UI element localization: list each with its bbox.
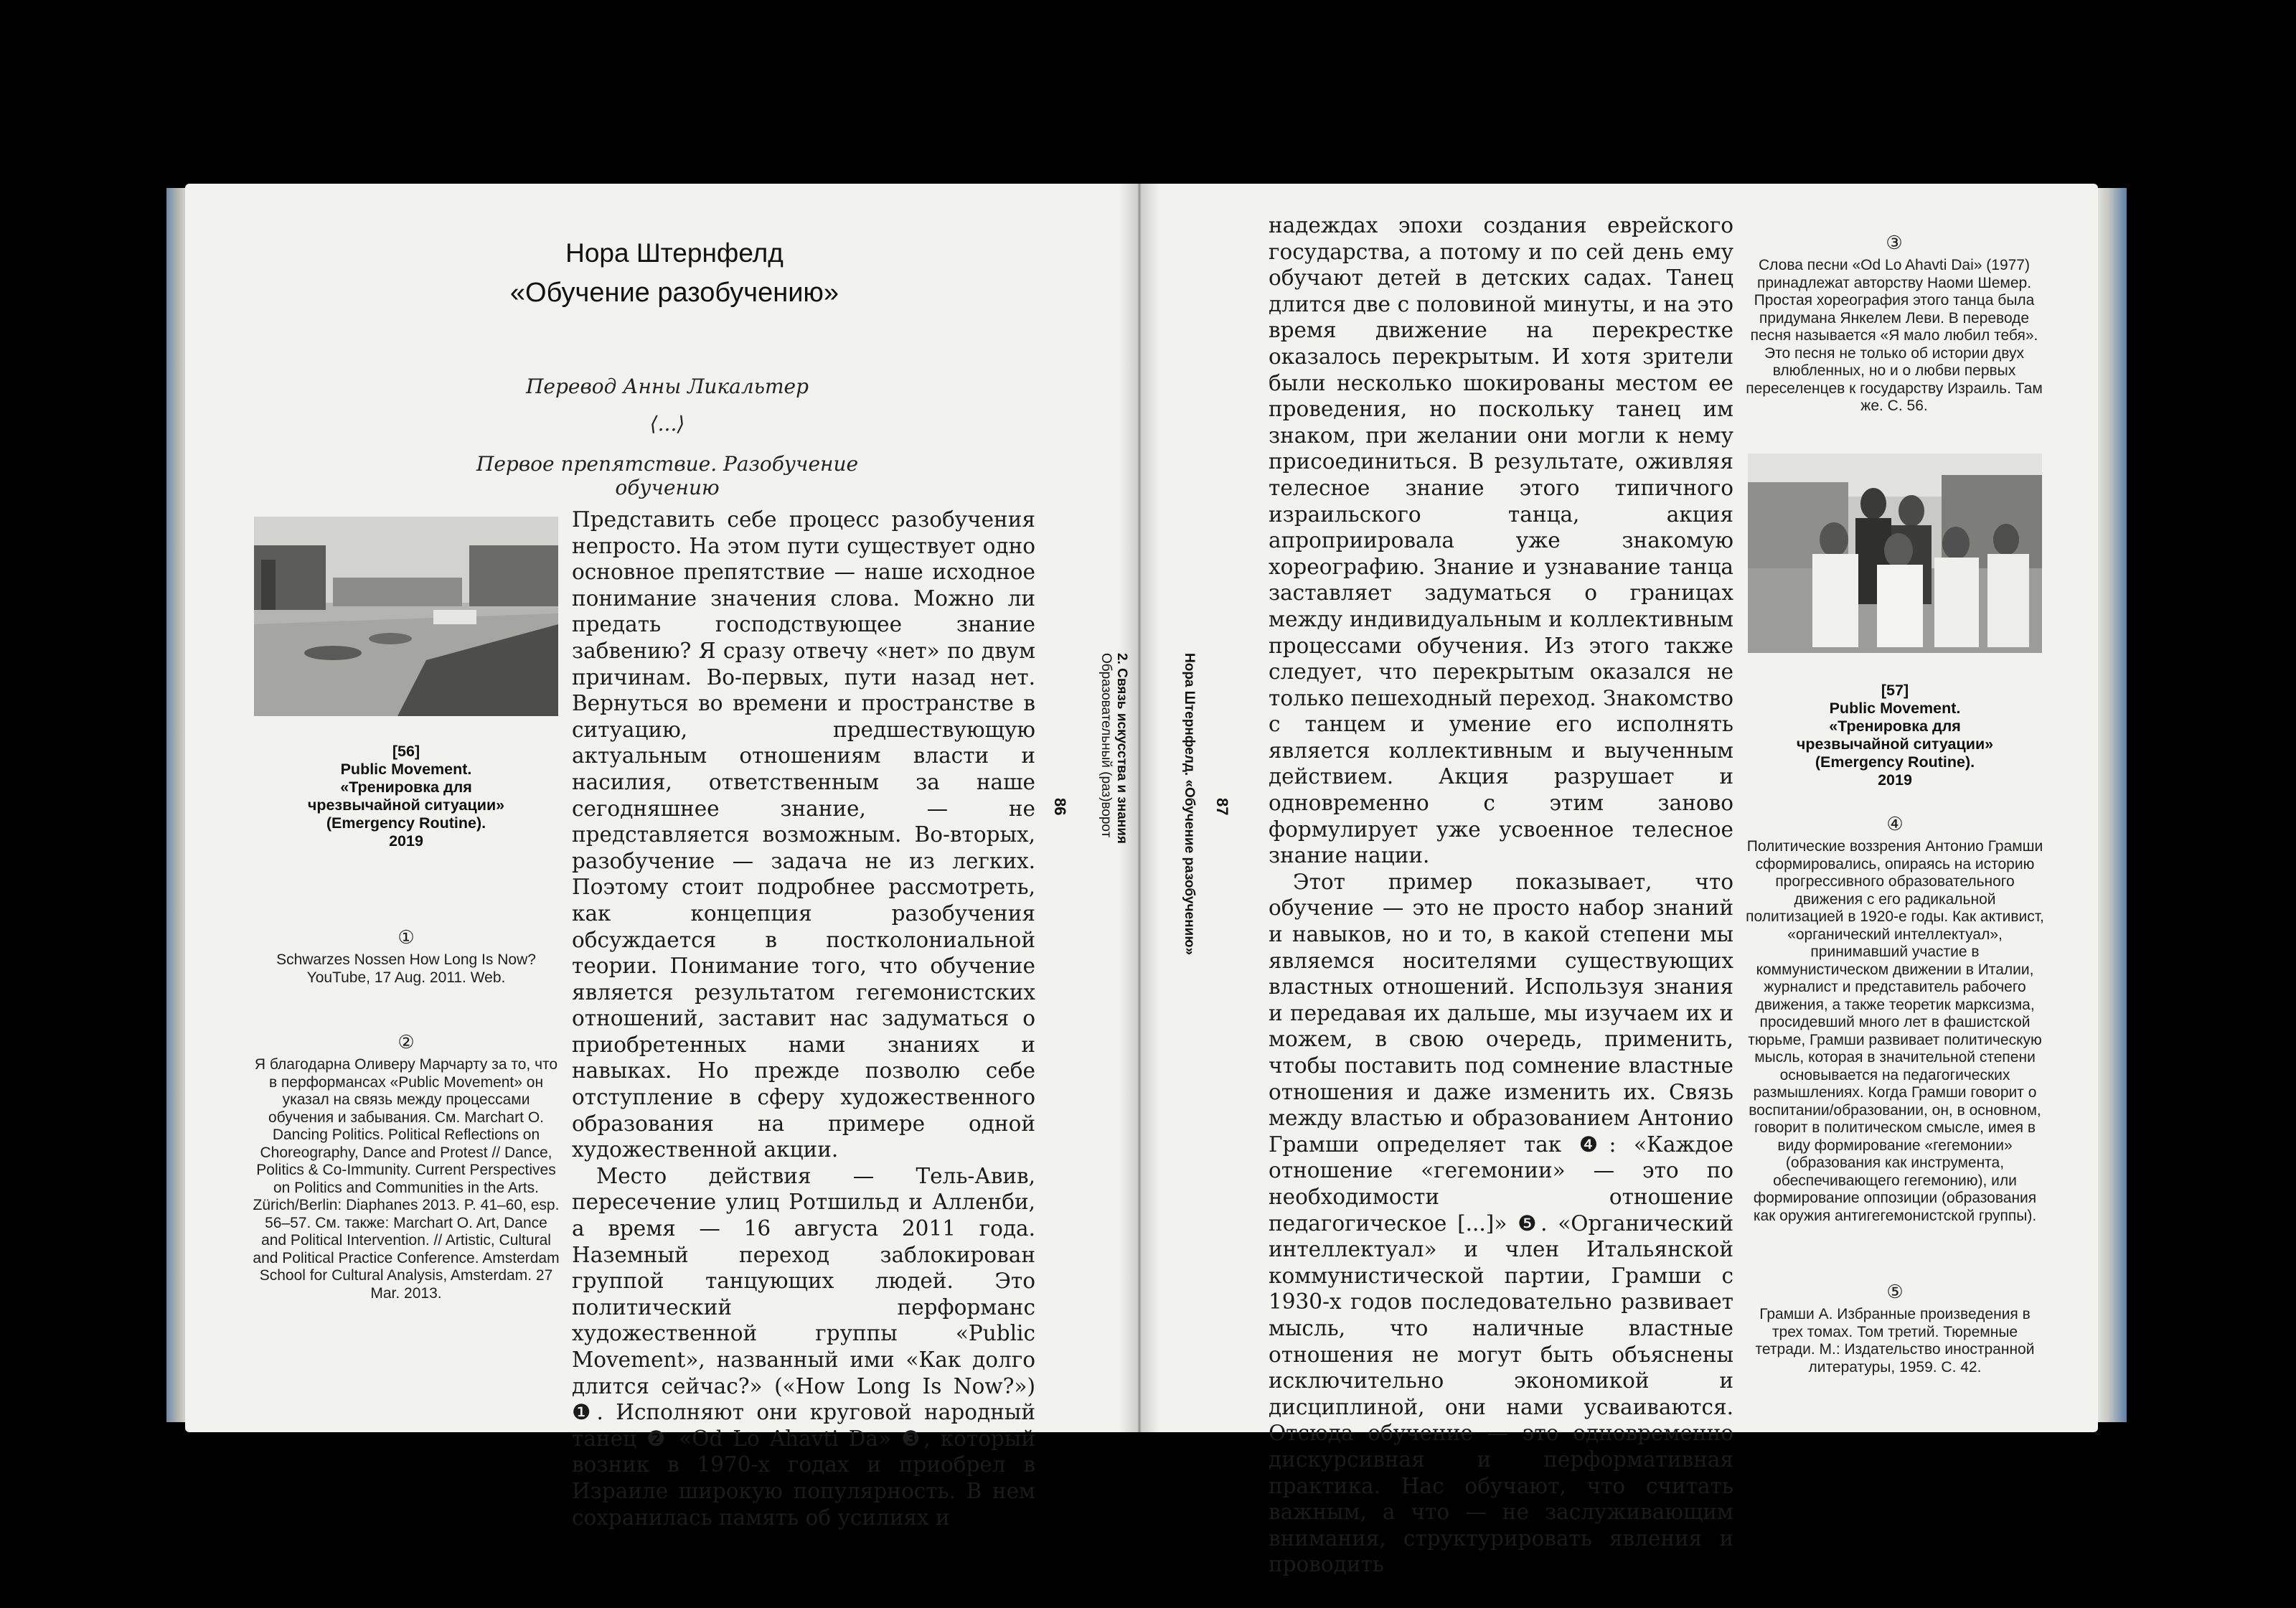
footnote-4-number: ④ — [1886, 813, 1904, 834]
figure-57-line3: чрезвычайной ситуации» — [1796, 735, 1994, 753]
figure-56-line1: Public Movement. — [340, 761, 472, 778]
section-title: Первое препятствие. Разобучение обучению — [476, 452, 859, 499]
author-title: Нора Штернфелд — [565, 238, 784, 268]
footnote-1-number: ① — [397, 926, 415, 948]
footnote-3-number: ③ — [1886, 232, 1903, 253]
figure-56-line3: чрезвычайной ситуации» — [307, 796, 505, 814]
page-number-87: 87 — [1213, 798, 1231, 816]
figure-57-photo — [1748, 453, 2042, 653]
footnote-5 — [1748, 1280, 2042, 1376]
omission-mark: ⟨...⟩ — [649, 412, 685, 436]
footnote-2-number: ② — [397, 1031, 415, 1053]
figure-56-caption — [254, 743, 558, 850]
footnote-2-text: Я благодарна Оливеру Марчарту за то, что в перформансах «Public Movement» он указал на связь между процессами обучения и забывания. См. Marchart O. Dancing Politics. Political Reflections on Choreography, Dance and Protest // Dance, Politics & Co-Immunity. Current Perspectives on Politics and Communities in the Arts. Zürich/Berlin: Diaphanes 2013. P. 41–60, esp. 56–57. См. также: Marchart O. Art, Dance and Political Intervention. // Artistic, Cultural and Political Practice Conference. Amsterdam School for Cultural Analysis, Amsterdam. 27 Mar. 2013. — [253, 1056, 560, 1302]
figure-56-line4: (Emergency Routine). — [326, 814, 486, 832]
footnote-3-text: Слова песни «Od Lo Ahavti Dai» (1977) принадлежат авторству Наоми Шемер. Простая хореография этого танца была придумана Янкелем Леви. В переводе песня называется «Я мало любил тебя». Это песня не только об истории двух влюбленных, но и о любви первых переселенцев к государству Израиль. Там же. С. 56. — [1746, 257, 2043, 414]
footnote-1 — [254, 926, 558, 987]
footnote-5-number: ⑤ — [1886, 1281, 1904, 1302]
figure-57-number: [57] — [1881, 682, 1909, 699]
article-title: «Обучение разобучению» — [509, 278, 839, 308]
book-edge-left — [166, 188, 187, 1422]
footnote-3 — [1744, 231, 2045, 415]
translator-credit: Перевод Анны Ликальтер — [525, 375, 809, 398]
footnote-5-text: Грамши А. Избранные произведения в трех томах. Том третий. Тюремные тетради. М.: Издательство иностранной литературы, 1959. С. 42. — [1755, 1306, 2035, 1376]
right-paragraph-1: надеждах эпохи создания еврейского государства, а потому и по сей день ему обучают детей в детских садах. Танец длится две с половиной минуты, и на это время движение на перекрестке оказалось перекрытым. И хотя зрители были несколько шокированы местом ее проведения, но поскольку танец им знаком, при желании они могли к нему присоединиться. В результате, оживляя телесное знание этого типичного израильского танца, акция апроприировала уже знакомую хореографию. Знание и узнавание танца заставляет задуматься о границах между индивидуальным и коллективным процессами обучения. Из этого также следует, что перекрытым оказался не только пешеходный переход. Знакомство с танцем и умение его исполнять является коллективным и выученным действием. Акция разрушает и одновременно с этим заново формулирует уже усвоенное телесное знание нации. — [1269, 213, 1733, 868]
right-paragraph-2: Этот пример показывает, что обучение — это не просто набор знаний и навыков, но и то, в какой степени мы являемся носителями существующих властных отношений. Используя знания и передавая их дальше, мы изучаем их и можем, в свою очередь, применить, чтобы поставить под сомнение властные отношения и даже изменить их. Связь между властью и образованием Антонио Грамши определяет так ❹: «Каждое отношение «гегемонии» — это по необходимости отношение педагогическое [...]» ❺. «Органический интеллектуал» и член Итальянской коммунистической партии, Грамши с 1930-х годов последовательно развивает мысль, что наличные властные отношения не могут быть объяснены исключительно экономикой и дисциплиной, они нами усваиваются. Отсюда обучение — это одновременно дискурсивная и перформативная практика. Нас обучают, что считать важным, а что — не заслуживающим внимания, структурировать явления и проводить — [1269, 869, 1733, 1577]
figure-56-number: [56] — [392, 743, 420, 760]
right-body-text — [1269, 212, 1733, 1578]
running-head-left — [1098, 653, 1129, 844]
figure-57-caption — [1748, 682, 2042, 789]
footnote-4-text: Политические воззрения Антонио Грамши сформировались, опираясь на историю прогрессивного образовательного движения с его радикальной политизацией в 1920-е годы. Как активист, «органический интеллектуал», принимавший участие в коммунистическом движении в Италии, журналист и представитель рабочего движения, а также теоретик марксизма, просидевший много лет в фашистской тюрьме, Грамши развивает политическую мысль, которая в значительной степени основывается на педагогических размышлениях. Когда Грамши говорит о воспитании/образовании, он, в основном, говорит в политическом смысле, имея в виду формирование «гегемонии» (образования как инструмента, обеспечивающего гегемонию), или формирование оппозиции (образования как оружия антигегемонистской группы). — [1746, 838, 2044, 1224]
footnote-1-text: Schwarzes Nossen How Long Is Now? YouTube, 17 Aug. 2011. Web. — [276, 951, 536, 986]
running-head-right — [1181, 653, 1197, 955]
running-head-author: Нора Штернфелд. «Обучение разобучению» — [1182, 653, 1197, 956]
figure-57-line4: (Emergency Routine). — [1815, 753, 1975, 771]
left-body-text — [572, 507, 1035, 1531]
book-edge-right — [2095, 188, 2127, 1422]
running-head-book: Образовательный (раз)ворот — [1098, 653, 1114, 838]
footnote-4 — [1745, 812, 2045, 1225]
left-paragraph-2: Место действия — Тель-Авив, пересечение улиц Ротшильд и Алленби, а время — 16 августа 2011 года. Наземный переход заблокирован группой танцующих людей. Это политический перформанс художественной группы «Public Movement», названный ими «Как долго длится сейчас?» («How Long Is Now?») ❶. Исполняют они круговой народный танец ❷ «Od Lo Ahavti Da» ❸, который возник в 1970-х годах и приобрел в Израиле широкую популярность. В нем сохранилась память об усилиях и — [572, 1163, 1035, 1530]
figure-57-line2: «Тренировка для — [1829, 718, 1961, 735]
left-paragraph-1: Представить себе процесс разобучения непросто. На этом пути существует одно основное препятствие — наше исходное понимание значения слова. Можно ли предать господствующее знание забвению? Я сразу отвечу «нет» по двум причинам. Во-первых, пути назад нет. Вернуться во времени и пространстве в ситуацию, предшествующую актуальным отношениям власти и насилия, ответственным за наше сегодняшнее знание, — не представляется возможным. Во-вторых, разобучение — задача не из легких. Поэтому стоит подробнее рассмотреть, как концепция разобучения обсуждается в постколониальной теории. Понимание того, что обучение является результатом гегемонистских отношений, заставит нас задуматься о приобретенных нами знаниях и навыках. Но прежде позволю себе отступление в сферу художественного образования на примере одной художественной акции. — [572, 507, 1035, 1162]
figure-56-line2: «Тренировка для — [340, 779, 472, 796]
running-head-section: 2. Связь искусства и знания — [1114, 653, 1129, 845]
figure-57-year: 2019 — [1878, 771, 1912, 789]
figure-56-photo — [254, 517, 558, 716]
figure-57-line1: Public Movement. — [1829, 700, 1961, 717]
footnote-2 — [251, 1030, 561, 1302]
page-number-86: 86 — [1051, 798, 1069, 816]
figure-56-year: 2019 — [389, 832, 423, 850]
